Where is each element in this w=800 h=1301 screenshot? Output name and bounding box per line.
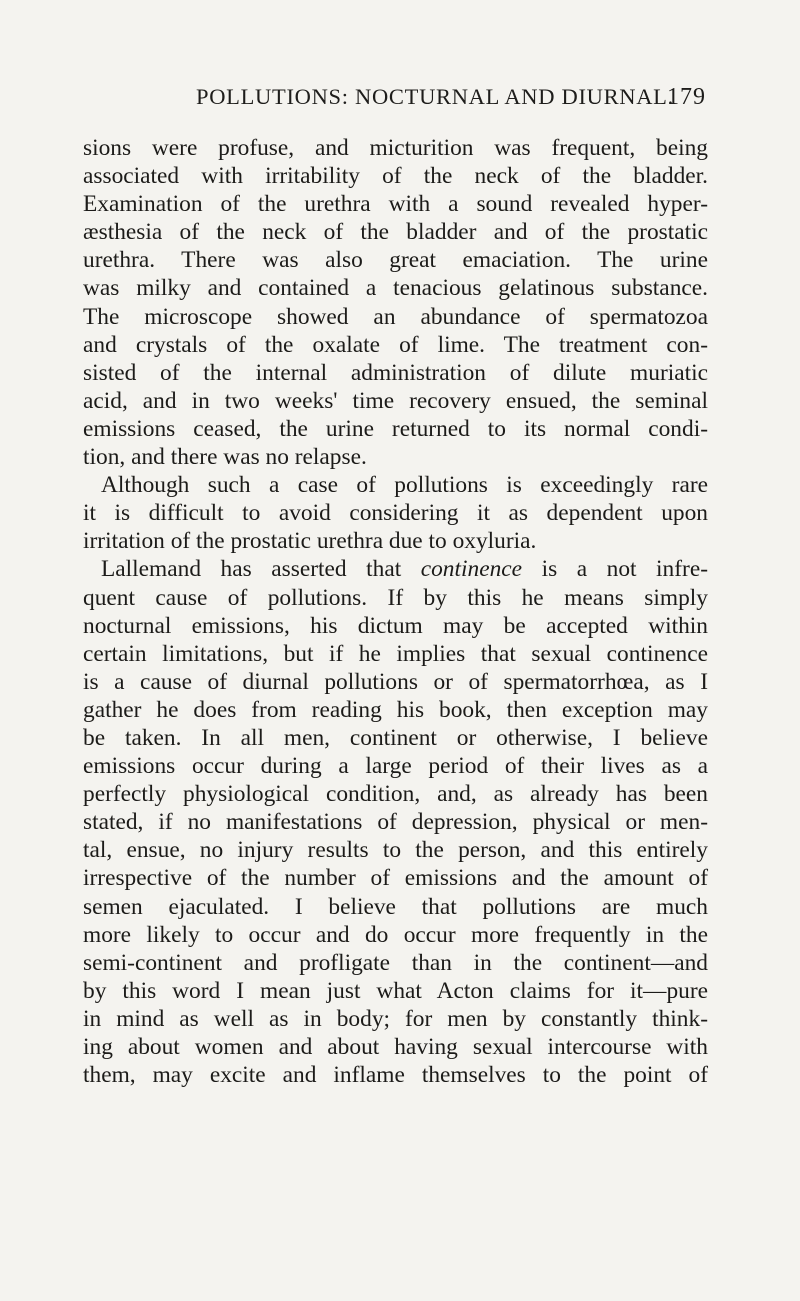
text-line: more likely to occur and do occur more frequently in the [83,921,708,948]
paragraph-continuation [83,134,708,471]
text-line: urethra. There was also great emaciation. The urine [83,247,708,274]
text-line: perfectly physiological condition, and, as already has been [83,781,708,808]
text-line: them, may excite and inflame themselves to the point of [83,1062,708,1089]
text-line: acid, and in two weeks' time recovery ensued, the seminal [83,387,708,414]
text-line: The microscope showed an abundance of spermatozoa [83,303,708,330]
text-line: nocturnal emissions, his dictum may be accepted within [83,612,708,639]
running-head-title: POLLUTIONS: NOCTURNAL AND DIURNAL. [196,84,674,109]
text-line: in mind as well as in body; for men by constantly think- [83,1005,708,1032]
text-line: semi-continent and profligate than in the continent—and [83,949,708,976]
text-line: tal, ensue, no injury results to the person, and this entirely [83,837,708,864]
text-line: emissions ceased, the urine returned to its normal condi- [83,415,708,442]
text-line: emissions occur during a large period of their lives as a [83,753,708,780]
text-line: associated with irritability of the neck of the bladder. [83,163,708,190]
text-line: be taken. In all men, continent or otherwise, I believe [83,724,708,751]
text-line: certain limitations, but if he implies that sexual continence [83,640,708,667]
text-line: it is difficult to avoid considering it as dependent upon [83,500,708,527]
text-run: is a not infre- [522,556,708,583]
text-line: sisted of the internal administration of dilute muriatic [83,359,708,386]
text-line: tion, and there was no relapse. [83,444,367,471]
text-line: Although such a case of pollutions is exceedingly rare [101,472,708,499]
text-line: is a cause of diurnal pollutions or of spermatorrhœa, as I [83,668,708,695]
text-line: gather he does from reading his book, then exception may [83,696,708,723]
text-line: æsthesia of the neck of the bladder and of the prostatic [83,219,708,246]
text-line: by this word I mean just what Acton claims for it—pure [83,977,708,1004]
body-text [83,134,708,1089]
page-number: 179 [667,84,706,110]
text-line: Examination of the urethra with a sound revealed hyper- [83,191,708,218]
text-line: was milky and contained a tenacious gelatinous substance. [83,275,708,302]
text-line: ing about women and about having sexual intercourse with [83,1034,708,1060]
text-line: and crystals of the oxalate of lime. The treatment con- [83,331,708,358]
running-head [196,84,706,118]
text-run: Lallemand has asserted that [101,556,421,583]
text-line: quent cause of pollutions. If by this he means simply [83,584,708,611]
paragraph-oxyluria [83,471,708,555]
paragraph-continence [83,555,708,1089]
text-line: irrespective of the number of emissions and the amount of [83,865,708,892]
text-line: sions were profuse, and micturition was frequent, being [83,135,708,161]
text-line: stated, if no manifestations of depression, physical or men- [83,809,708,836]
emphasis-continence: continence [420,556,523,583]
text-line [83,555,708,583]
text-line: irritation of the prostatic urethra due to oxyluria. [83,528,537,555]
text-line: semen ejaculated. I believe that pollutions are much [83,893,708,920]
